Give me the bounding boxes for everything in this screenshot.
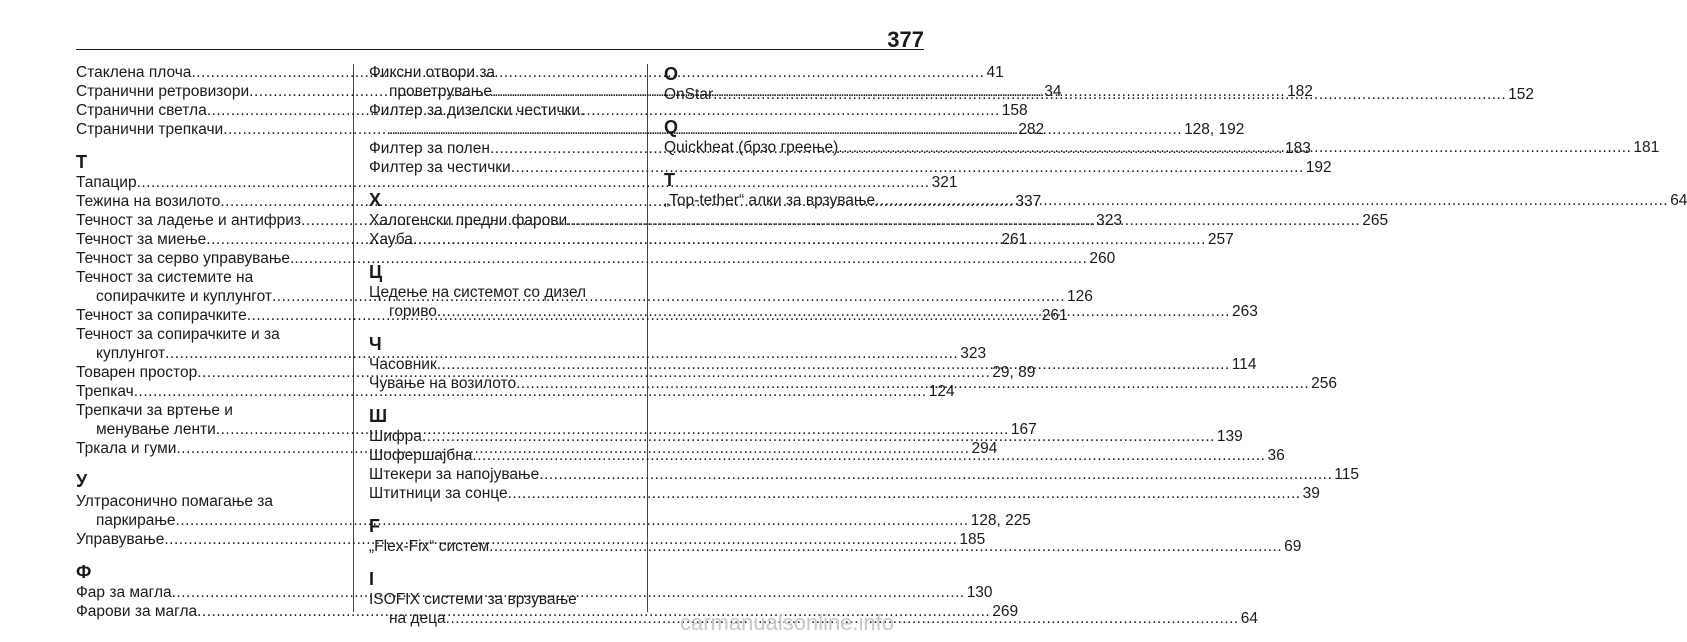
entry-term: Странични трепкачи (76, 121, 224, 138)
entry-page-ref[interactable]: 29, 89 (992, 364, 1036, 381)
dot-leader (516, 374, 1309, 393)
entry-page-ref[interactable]: 34 (1044, 83, 1062, 100)
entry-page-ref[interactable]: 126 (1067, 288, 1093, 305)
entry-term: Чување на возилото (369, 375, 517, 392)
entry-term: на деца (389, 610, 446, 627)
entry-page-ref[interactable]: 115 (1334, 466, 1360, 483)
entry-term: Странични ретровизори (76, 83, 250, 100)
entry-page-ref[interactable]: 114 (1231, 356, 1257, 373)
entry-term: Управување (76, 531, 165, 548)
entry-page-ref[interactable]: 265 (1362, 212, 1389, 229)
entry-term: Трепкач (76, 383, 134, 400)
entry-page-ref[interactable]: 269 (992, 603, 1019, 620)
entry-page-ref[interactable]: 323 (960, 345, 987, 362)
index-letter-heading: I (369, 569, 375, 589)
entry-term: сопирачките и куплунгот (96, 288, 272, 305)
index-entry (369, 465, 1360, 484)
entry-term: Товарен простор (76, 364, 198, 381)
entry-term: Quickheat (брзо греење) (664, 139, 839, 156)
index-letter-heading: F (369, 516, 380, 536)
entry-term: Ултрасонично помагање за (76, 493, 273, 510)
entry-term: Течност за ладење и антифриз (76, 212, 302, 229)
entry-page-ref[interactable]: 260 (1089, 250, 1116, 267)
entry-page-ref[interactable]: 185 (959, 531, 986, 548)
entry-term: Тежина на возилото (76, 193, 221, 210)
entry-term: Фарови за магла (76, 603, 198, 620)
index-entry (76, 325, 987, 363)
entry-page-ref[interactable]: 139 (1216, 428, 1243, 445)
entry-term: Цедење на системот со дизел (369, 284, 587, 301)
entry-page-ref[interactable]: 152 (1508, 86, 1535, 103)
entry-page-ref[interactable]: 261 (1001, 231, 1028, 248)
entry-page-ref[interactable]: 39 (1302, 485, 1320, 502)
index-entry (369, 158, 1332, 177)
entry-page-ref[interactable]: 261 (1041, 307, 1068, 324)
dot-leader (508, 484, 1301, 503)
entry-page-ref[interactable]: 257 (1207, 231, 1234, 248)
entry-term: Трепкачи за вртење и (76, 402, 233, 419)
index-letter-heading: Ш (369, 406, 388, 426)
entry-term: гориво (389, 303, 437, 320)
entry-term: Странични светла (76, 102, 207, 119)
index-letter-heading: Х (369, 190, 382, 210)
entry-term: „Flex-Fix“ систем (369, 538, 490, 555)
dot-leader (437, 302, 1230, 321)
index-letter-heading: Ч (369, 334, 382, 354)
entry-term: Тркала и гуми (76, 440, 177, 457)
dot-leader (437, 355, 1230, 374)
entry-term: Филтер за полен (369, 140, 490, 157)
entry-term: Филтер за честички (369, 159, 511, 176)
entry-term: ISOFIX системи за врзување (369, 591, 577, 608)
entry-term: Течност за сопирачките и за (76, 326, 280, 343)
entry-page-ref[interactable]: 128, 192 (1184, 121, 1245, 138)
entry-page-ref[interactable]: 41 (986, 64, 1004, 81)
dot-leader (472, 446, 1265, 465)
entry-page-ref[interactable]: 182 (1287, 83, 1313, 100)
entry-page-ref[interactable]: 64 (1240, 610, 1258, 627)
index-entry (76, 120, 1045, 139)
index-entry (76, 173, 958, 192)
dot-leader (567, 211, 1360, 230)
entry-page-ref[interactable]: 124 (928, 383, 955, 400)
dot-leader (875, 191, 1668, 210)
dot-leader (713, 85, 1506, 104)
entry-page-ref[interactable]: 183 (1284, 140, 1311, 157)
index-letter-heading: Q (664, 117, 679, 137)
dot-leader (422, 427, 1215, 446)
entry-page-ref[interactable]: 294 (971, 440, 998, 457)
page-number: 377 (887, 27, 924, 52)
entry-term: Халогенски предни фарови (369, 212, 568, 229)
entry-page-ref[interactable]: 263 (1231, 303, 1258, 320)
entry-term: Фиксни отвори за (369, 64, 496, 81)
entry-page-ref[interactable]: 282 (1018, 121, 1045, 138)
entry-term: паркирање (96, 512, 176, 529)
entry-page-ref[interactable]: 64 (1670, 192, 1687, 209)
entry-term: Хауба (369, 231, 413, 248)
dot-leader (413, 230, 1206, 249)
index-letter-heading: У (76, 471, 88, 491)
entry-term: Течност за системите на (76, 269, 254, 286)
entry-page-ref[interactable]: 69 (1284, 538, 1302, 555)
entry-page-ref[interactable]: 167 (1010, 421, 1037, 438)
entry-term: Штитници за сонце (369, 485, 508, 502)
header-rule (76, 49, 924, 50)
entry-term: Филтер за дизелски честички. (369, 102, 585, 119)
index-entry (76, 249, 1116, 268)
entry-term: Шифра (369, 428, 422, 445)
entry-page-ref[interactable]: 36 (1267, 447, 1285, 464)
entry-term: Стаклена плоча (76, 64, 192, 81)
entry-term: Шофершајбна (369, 447, 473, 464)
entry-term: Тапацир (76, 174, 137, 191)
entry-page-ref[interactable]: 192 (1305, 159, 1332, 176)
index-letter-heading: Ф (76, 562, 92, 582)
dot-leader (838, 138, 1631, 157)
entry-term: проветрување (389, 83, 492, 100)
entry-page-ref[interactable]: 128, 225 (970, 512, 1031, 529)
entry-term: Течност за сопирачките (76, 307, 247, 324)
entry-page-ref[interactable]: 181 (1633, 139, 1660, 156)
entry-term: менување ленти (96, 421, 216, 438)
entry-term: „Top-tether“ алки за врзување (664, 192, 876, 209)
entry-term: куплунгот (96, 345, 166, 362)
index-letter-heading: Т (76, 152, 87, 172)
watermark: carmanualsonline.info (680, 610, 895, 635)
dot-leader (539, 465, 1332, 484)
entry-page-ref[interactable]: 130 (966, 584, 993, 601)
index-letter-heading: Ц (369, 262, 383, 282)
index-letter-heading: O (664, 64, 679, 84)
entry-term: Фар за магла (76, 584, 172, 601)
dot-leader (489, 537, 1282, 556)
entry-term: Течност за миење (76, 231, 207, 248)
index-entry (369, 484, 1320, 503)
entry-term: Течност за серво управување. (76, 250, 295, 267)
entry-term: OnStar (664, 86, 714, 103)
entry-page-ref[interactable]: 323 (1096, 212, 1122, 229)
index-letter-heading: T (664, 170, 675, 190)
entry-page-ref[interactable]: 256 (1311, 375, 1338, 392)
entry-term: Штекери за напојување (369, 466, 540, 483)
entry-term: Часовник (369, 356, 437, 373)
entry-page-ref[interactable]: 321 (931, 174, 958, 191)
entry-page-ref[interactable]: 158 (1001, 102, 1028, 119)
entry-page-ref[interactable]: 337 (1015, 193, 1042, 210)
